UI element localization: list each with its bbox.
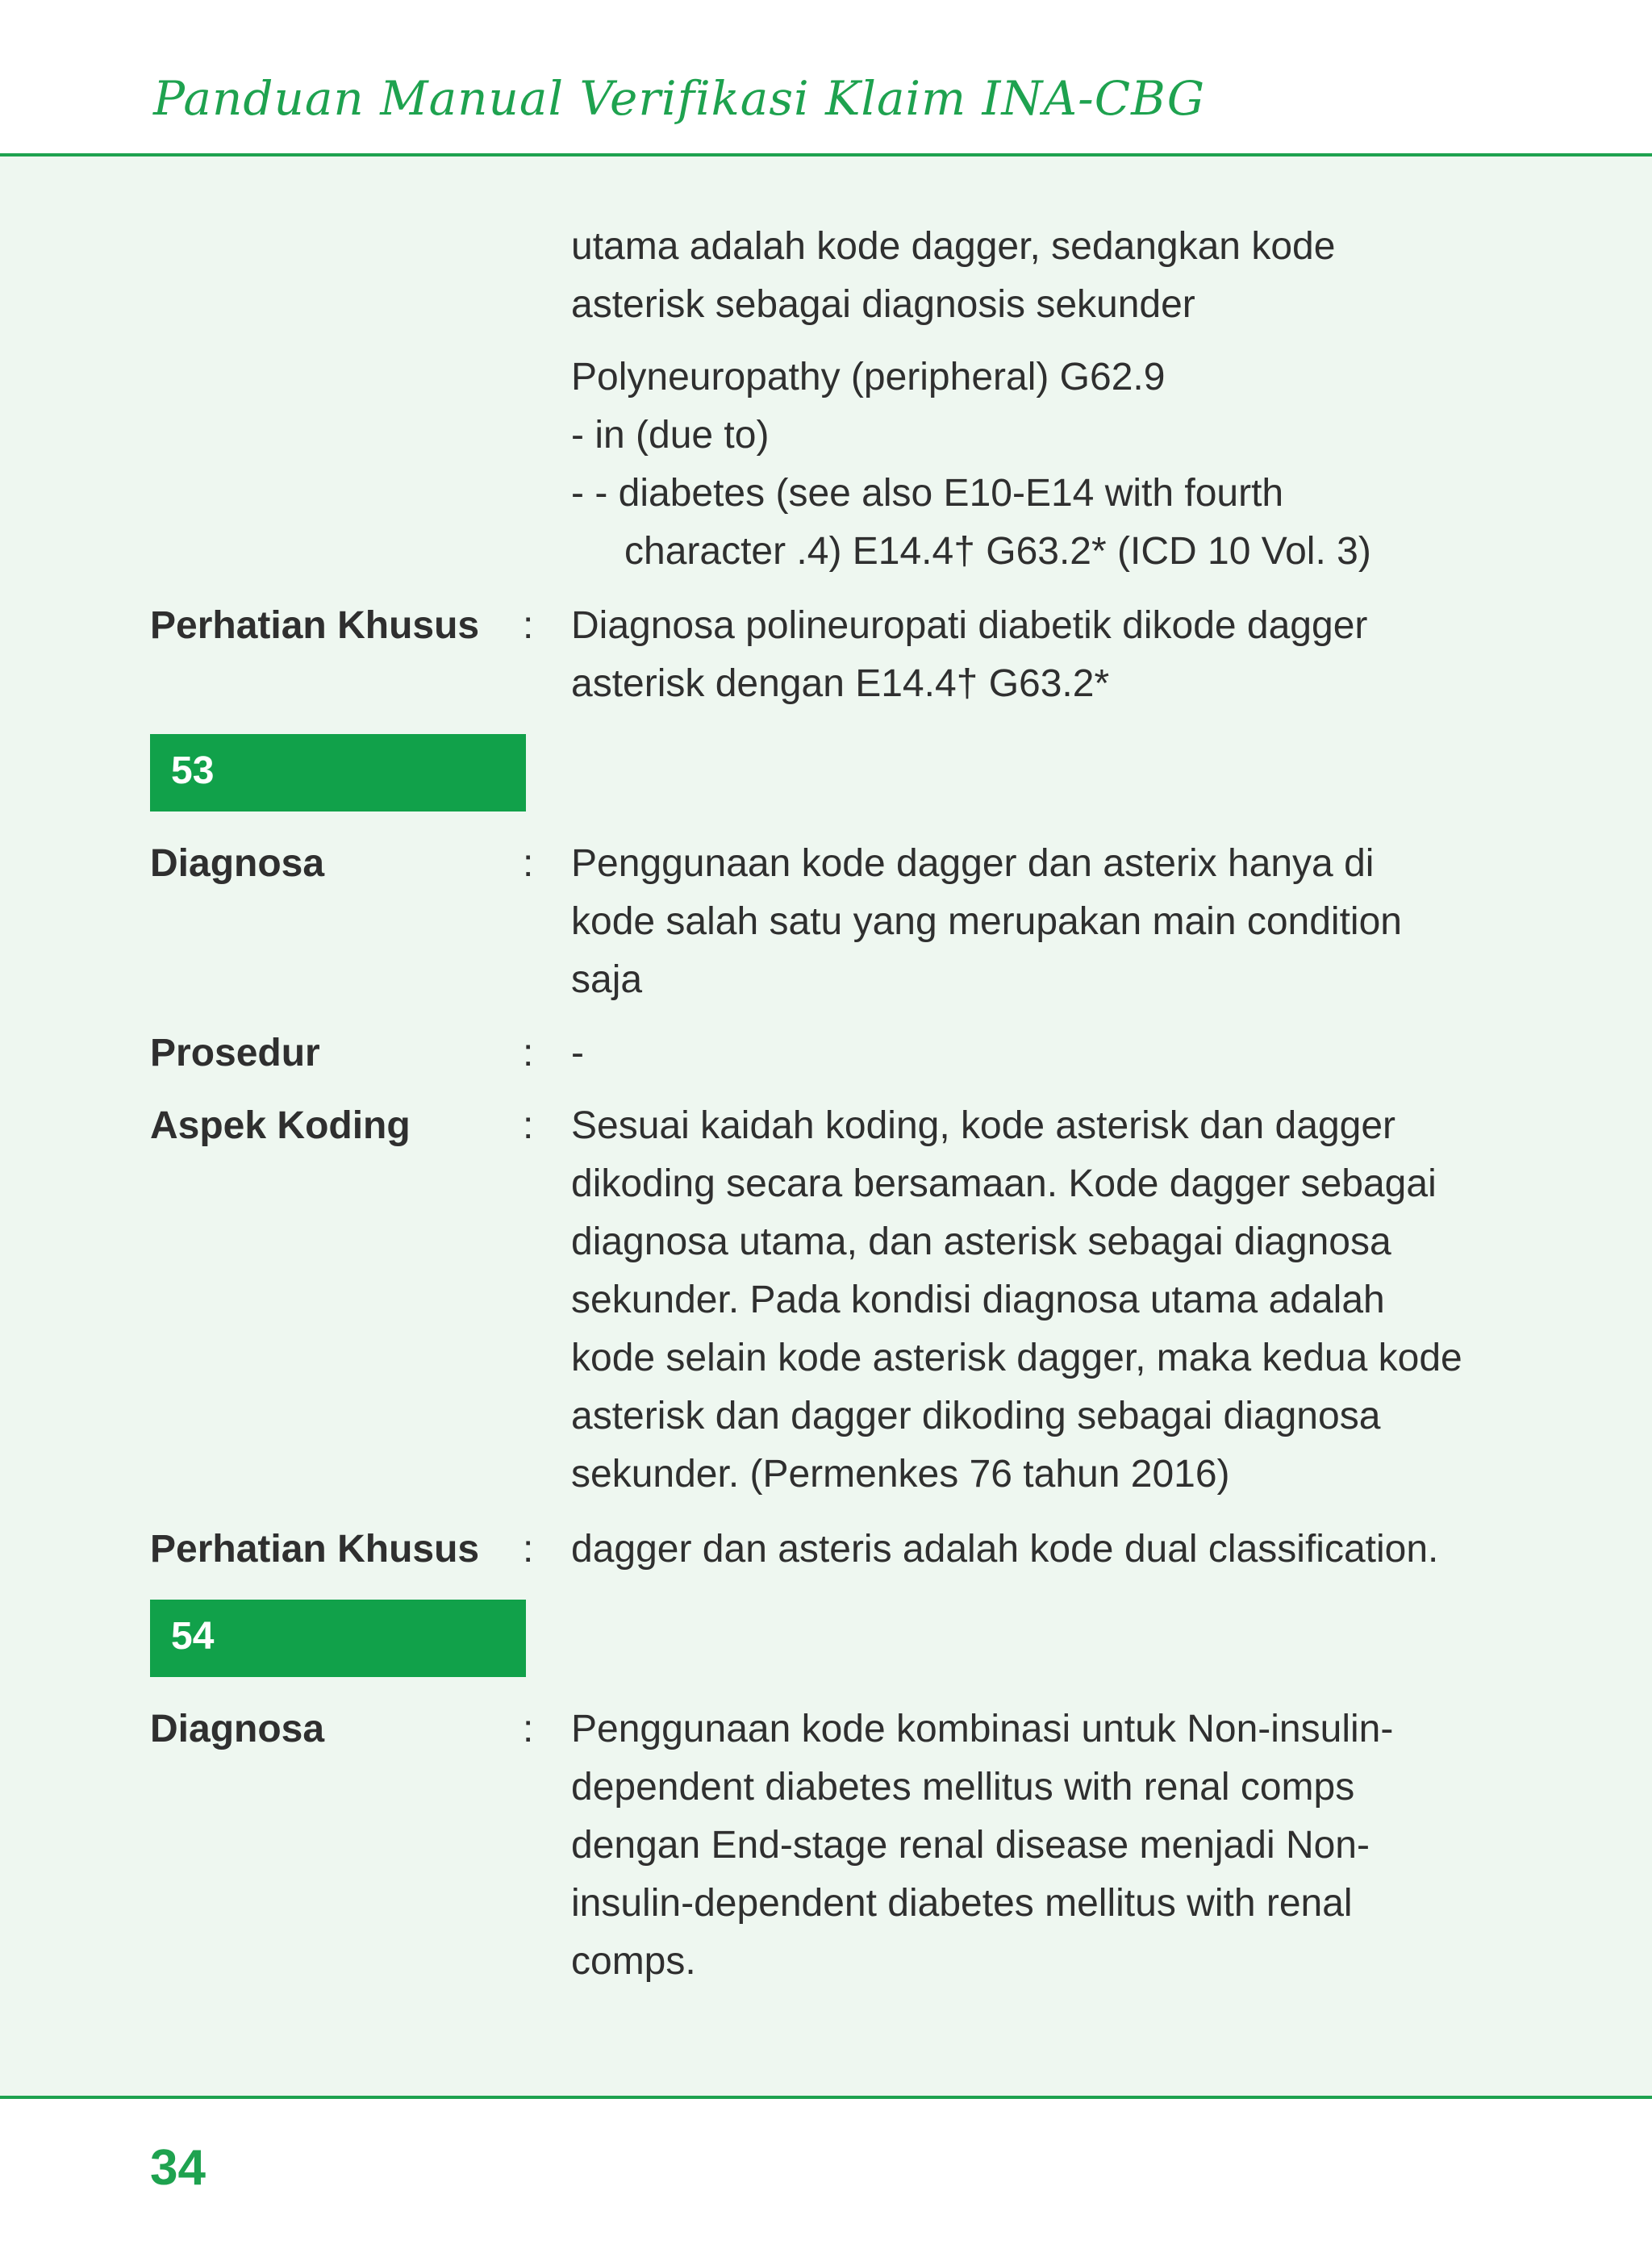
text-line: sekunder. Pada kondisi diagnosa utama adalah	[571, 1279, 1385, 1321]
field-colon: :	[523, 1708, 534, 1750]
diagnosa-label: Diagnosa	[150, 842, 325, 885]
text-line: Penggunaan kode dagger dan asterix hanya di	[571, 842, 1375, 885]
diagnosa-value	[571, 835, 1475, 1009]
section-number-bar	[150, 1600, 526, 1677]
field-colon: :	[523, 1032, 534, 1074]
field-colon: :	[523, 1104, 534, 1147]
text-line: kode selain kode asterisk dagger, maka kedua kode	[571, 1337, 1462, 1379]
text-line: comps.	[571, 1940, 696, 1983]
section-number-bar	[150, 734, 526, 811]
section-number: 54	[171, 1615, 215, 1658]
text-line: Diagnosa polineuropati diabetik dikode dagger	[571, 604, 1368, 647]
text-line: asterisk sebagai diagnosis sekunder	[571, 283, 1195, 326]
prosedur-label: Prosedur	[150, 1032, 320, 1074]
text-line: utama adalah kode dagger, sedangkan kode	[571, 225, 1336, 268]
index-line: Polyneuropathy (peripheral) G62.9	[571, 356, 1166, 398]
text-line: asterisk dengan E14.4† G63.2*	[571, 662, 1110, 705]
text-line: dikoding secara bersamaan. Kode dagger sebagai	[571, 1162, 1437, 1205]
header-title: Panduan Manual Verifikasi Klaim INA-CBG	[153, 71, 1206, 126]
text-line: Sesuai kaidah koding, kode asterisk dan dagger	[571, 1104, 1396, 1147]
aspek-koding-value	[571, 1097, 1475, 1504]
text-line: Penggunaan kode kombinasi untuk Non-insulin-	[571, 1708, 1394, 1750]
footer-divider	[0, 2096, 1652, 2099]
text-line: insulin-dependent diabetes mellitus with renal	[571, 1882, 1353, 1925]
index-line: character .4) E14.4† G63.2* (ICD 10 Vol. 3)	[624, 530, 1371, 573]
continuation-text	[571, 218, 1475, 334]
text-line: asterisk dan dagger dikoding sebagai diagnosa	[571, 1395, 1381, 1437]
field-colon: :	[523, 842, 534, 885]
index-line: - in (due to)	[571, 414, 770, 457]
field-colon: :	[523, 604, 534, 647]
diagnosa-value	[571, 1700, 1475, 1991]
text-line: sekunder. (Permenkes 76 tahun 2016)	[571, 1453, 1230, 1496]
perhatian-khusus-value	[571, 597, 1475, 713]
perhatian-khusus-label: Perhatian Khusus	[150, 604, 480, 647]
perhatian-khusus-value: dagger dan asteris adalah kode dual classification.	[571, 1528, 1439, 1571]
text-line: dependent diabetes mellitus with renal comps	[571, 1766, 1355, 1809]
field-colon: :	[523, 1528, 534, 1571]
text-line: diagnosa utama, dan asterisk sebagai diagnosa	[571, 1220, 1391, 1263]
perhatian-khusus-label: Perhatian Khusus	[150, 1528, 480, 1571]
aspek-koding-label: Aspek Koding	[150, 1104, 411, 1147]
section-number: 53	[171, 749, 215, 792]
prosedur-value: -	[571, 1032, 584, 1074]
page-number: 34	[150, 2140, 206, 2196]
page-header	[0, 0, 1652, 153]
index-line: - - diabetes (see also E10-E14 with fourth	[571, 472, 1284, 515]
icd-index-excerpt	[571, 348, 1475, 581]
text-line: kode salah satu yang merupakan main condition	[571, 900, 1402, 943]
text-line: saja	[571, 958, 643, 1001]
diagnosa-label: Diagnosa	[150, 1708, 325, 1750]
text-line: dengan End-stage renal disease menjadi Non-	[571, 1824, 1370, 1867]
